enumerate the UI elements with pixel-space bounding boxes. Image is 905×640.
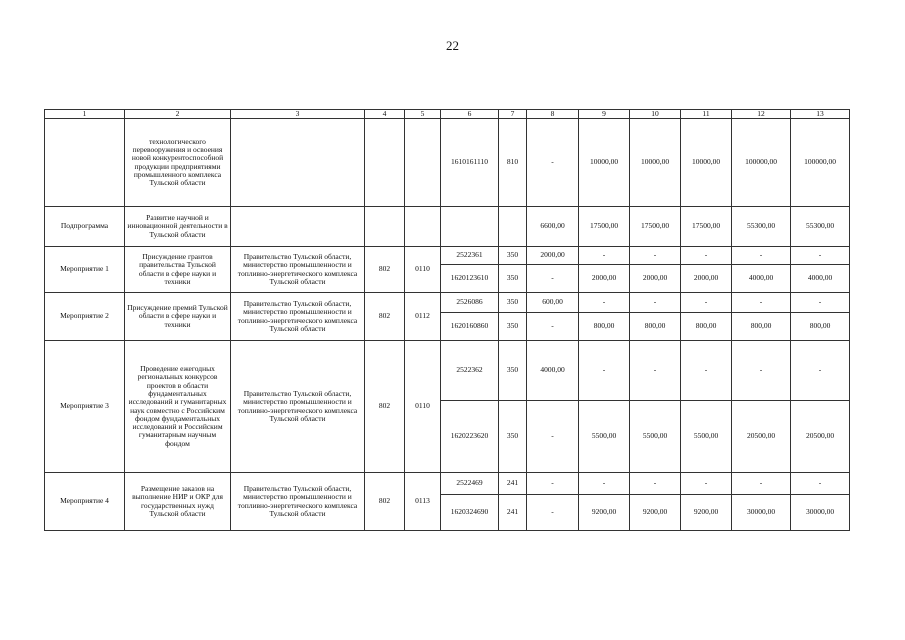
cell-description: Размещение заказов на выполнение НИР и ОКР для государственных нужд Тульской области (125, 473, 231, 531)
cell-empty (365, 207, 405, 247)
header-cell: 7 (499, 110, 527, 119)
cell-value: 17500,00 (630, 207, 681, 247)
cell-value: - (732, 341, 791, 401)
cell-value: - (527, 119, 579, 207)
cell-description: Присуждение премий Тульской области в сфере науки и техники (125, 293, 231, 341)
cell-value: - (579, 247, 630, 265)
table-row (45, 119, 850, 207)
cell-code: 1620160860 (441, 313, 499, 341)
cell-value: - (527, 495, 579, 531)
table-header-row (45, 110, 850, 119)
cell-description: Проведение ежегодных региональных конкурсов проектов в области фундаментальных исследований и гуманитарных наук совместно с Российским фондом фундаментальных исследований и Российским гуманитарным научным фондом (125, 341, 231, 473)
cell-value: 800,00 (579, 313, 630, 341)
cell-empty (45, 119, 125, 207)
cell-value: 10000,00 (579, 119, 630, 207)
cell-title: Мероприятие 4 (45, 473, 125, 531)
cell-value: 800,00 (630, 313, 681, 341)
cell-description: Развитие научной и инновационной деятельности в Тульской области (125, 207, 231, 247)
cell-code: 241 (499, 473, 527, 495)
cell-code: 0110 (405, 341, 441, 473)
header-cell: 5 (405, 110, 441, 119)
cell-code: 350 (499, 265, 527, 293)
cell-empty (441, 207, 499, 247)
cell-code: 1620324690 (441, 495, 499, 531)
cell-value: - (579, 341, 630, 401)
cell-value: 55300,00 (732, 207, 791, 247)
cell-code: 0110 (405, 247, 441, 293)
header-cell: 2 (125, 110, 231, 119)
cell-value: - (791, 293, 850, 313)
cell-description: Присуждение грантов правительства Тульской области в сфере науки и техники (125, 247, 231, 293)
header-cell: 11 (681, 110, 732, 119)
table-row-measure-2a (45, 293, 850, 313)
cell-code: 1610161110 (441, 119, 499, 207)
cell-empty (231, 207, 365, 247)
cell-value: 2000,00 (630, 265, 681, 293)
cell-value: - (732, 293, 791, 313)
cell-code: 802 (365, 247, 405, 293)
cell-value: - (791, 341, 850, 401)
cell-value: - (527, 265, 579, 293)
cell-value: 5500,00 (630, 401, 681, 473)
cell-description: технологического перевооружения и освоения новой конкурентоспособной продукции предприятиями промышленного комплекса Тульской области (125, 119, 231, 207)
budget-table (44, 109, 850, 531)
cell-value: 100000,00 (791, 119, 850, 207)
cell-code: 1620223620 (441, 401, 499, 473)
cell-value: 30000,00 (732, 495, 791, 531)
table-row-subprogram (45, 207, 850, 247)
cell-code: 350 (499, 313, 527, 341)
cell-value: 17500,00 (579, 207, 630, 247)
header-cell: 9 (579, 110, 630, 119)
page-number: 22 (446, 38, 459, 53)
header-cell: 13 (791, 110, 850, 119)
cell-code: 802 (365, 341, 405, 473)
cell-value: - (527, 313, 579, 341)
cell-code: 2522361 (441, 247, 499, 265)
cell-empty (499, 207, 527, 247)
cell-value: 2000,00 (579, 265, 630, 293)
cell-value: 10000,00 (630, 119, 681, 207)
cell-value: - (527, 401, 579, 473)
cell-value: - (681, 293, 732, 313)
cell-code: 0112 (405, 293, 441, 341)
cell-empty (405, 207, 441, 247)
cell-value: 30000,00 (791, 495, 850, 531)
cell-code: 350 (499, 247, 527, 265)
cell-value: 17500,00 (681, 207, 732, 247)
table-row-measure-4a (45, 473, 850, 495)
cell-value: - (732, 247, 791, 265)
cell-value: - (630, 247, 681, 265)
cell-value: 4000,00 (791, 265, 850, 293)
cell-title: Мероприятие 3 (45, 341, 125, 473)
cell-value: - (791, 473, 850, 495)
cell-executor: Правительство Тульской области, министерство промышленности и топливно-энергетического комплекса Тульской области (231, 247, 365, 293)
header-cell: 8 (527, 110, 579, 119)
cell-code: 350 (499, 293, 527, 313)
cell-value: 6600,00 (527, 207, 579, 247)
cell-empty (365, 119, 405, 207)
cell-code: 350 (499, 341, 527, 401)
cell-code: 802 (365, 293, 405, 341)
cell-code: 241 (499, 495, 527, 531)
cell-code: 0113 (405, 473, 441, 531)
cell-code: 810 (499, 119, 527, 207)
cell-value: 9200,00 (579, 495, 630, 531)
cell-value: 9200,00 (681, 495, 732, 531)
cell-executor: Правительство Тульской области, министерство промышленности и топливно-энергетического комплекса Тульской области (231, 341, 365, 473)
cell-code: 350 (499, 401, 527, 473)
table-row-measure-3a (45, 341, 850, 401)
cell-value: - (732, 473, 791, 495)
header-cell: 6 (441, 110, 499, 119)
cell-value: 800,00 (681, 313, 732, 341)
cell-value: 55300,00 (791, 207, 850, 247)
cell-code: 1620123610 (441, 265, 499, 293)
cell-value: 5500,00 (681, 401, 732, 473)
cell-value: 4000,00 (732, 265, 791, 293)
header-cell: 10 (630, 110, 681, 119)
cell-value: - (681, 473, 732, 495)
cell-value: - (681, 247, 732, 265)
cell-executor: Правительство Тульской области, министерство промышленности и топливно-энергетического комплекса Тульской области (231, 293, 365, 341)
header-cell: 1 (45, 110, 125, 119)
cell-title: Подпрограмма (45, 207, 125, 247)
cell-value: 10000,00 (681, 119, 732, 207)
cell-empty (405, 119, 441, 207)
cell-code: 2526086 (441, 293, 499, 313)
cell-value: 9200,00 (630, 495, 681, 531)
cell-value: - (630, 341, 681, 401)
cell-empty (231, 119, 365, 207)
cell-title: Мероприятие 2 (45, 293, 125, 341)
cell-code: 2522469 (441, 473, 499, 495)
cell-value: - (527, 473, 579, 495)
cell-value: 2000,00 (527, 247, 579, 265)
cell-value: - (630, 473, 681, 495)
cell-value: 4000,00 (527, 341, 579, 401)
header-cell: 4 (365, 110, 405, 119)
cell-title: Мероприятие 1 (45, 247, 125, 293)
cell-value: 600,00 (527, 293, 579, 313)
header-cell: 3 (231, 110, 365, 119)
cell-value: - (630, 293, 681, 313)
cell-code: 2522362 (441, 341, 499, 401)
cell-value: - (791, 247, 850, 265)
cell-value: 800,00 (791, 313, 850, 341)
cell-value: 5500,00 (579, 401, 630, 473)
cell-value: - (579, 293, 630, 313)
cell-value: 20500,00 (732, 401, 791, 473)
cell-executor: Правительство Тульской области, министерство промышленности и топливно-энергетического комплекса Тульской области (231, 473, 365, 531)
table-row-measure-1a (45, 247, 850, 265)
cell-code: 802 (365, 473, 405, 531)
header-cell: 12 (732, 110, 791, 119)
cell-value: 2000,00 (681, 265, 732, 293)
cell-value: - (681, 341, 732, 401)
cell-value: 20500,00 (791, 401, 850, 473)
cell-value: 100000,00 (732, 119, 791, 207)
cell-value: 800,00 (732, 313, 791, 341)
cell-value: - (579, 473, 630, 495)
